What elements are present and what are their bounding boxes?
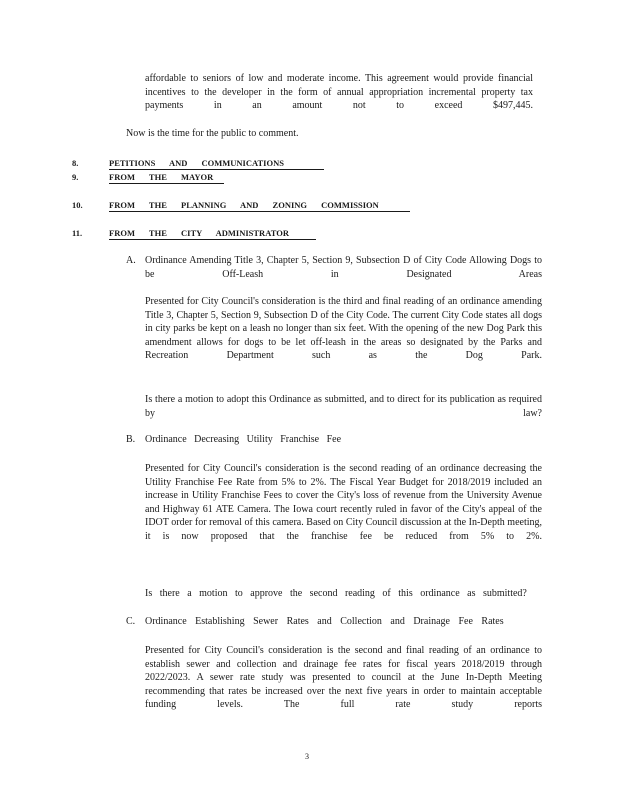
section-number: 11. [72, 228, 83, 238]
item-b-letter: B. [126, 434, 136, 445]
item-a-body: Presented for City Council's consideration is the third and final reading of an ordinance amending Title 3, Chapter 5, Section 9, Subsection D of the City Code. The current City Code states all dogs in city parks be kept on a leash no longer than six feet. With the opening of the new Dog Park this amendment allows for dogs to be let off-leash in the areas so designated by the Parks and Recreation Department such as the Dog Park. [145, 296, 542, 362]
section-label: FROM THE CITY ADMINISTRATOR [109, 228, 289, 238]
item-a-title: Ordinance Amending Title 3, Chapter 5, Section 9, Subsection D of City Code Allowing Dogs to be Off-Leash in Designated Areas [145, 255, 542, 280]
section-11-underline [109, 239, 316, 240]
section-label: FROM THE MAYOR [109, 172, 214, 182]
section-label: FROM THE PLANNING AND ZONING COMMISSION [109, 200, 379, 210]
section-9-underline [109, 183, 224, 184]
intro-paragraph: affordable to seniors of low and moderate income. This agreement would provide financial incentives to the developer in the form of annual appropriation incremental property tax payments in an amount not to exceed $497,445. [145, 73, 533, 112]
item-b-body: Presented for City Council's consideration is the second reading of an ordinance decreasing the Utility Franchise Fee Rate from 5% to 2%. The Fiscal Year Budget for 2018/2019 included an increase in Utility Franchise Fees to cover the City's loss of revenue from the University Avenue and Highway 61 ATE Camera. The Iowa court recently ruled in favor of the City's appeal of the IDOT order for removal of this camera. Based on City Council discussion at the In-Depth meeting, it is now proposed that the franchise fee be reduced from 5% to 2%. [145, 463, 542, 542]
item-c-body: Presented for City Council's consideration is the second and final reading of an ordinance to establish sewer and collection and drainage fee rates for fiscal years 2018/2019 through 2022/2023. A sewer rate study was presented to council at the June In-Depth Meeting recommending that rates be increased over the next five years in order to maintain acceptable funding levels. The full rate study reports [145, 645, 542, 711]
item-a-question: Is there a motion to adopt this Ordinance as submitted, and to direct for its publication as required by law? [145, 394, 542, 419]
item-a-letter: A. [126, 255, 136, 266]
item-b-title: Ordinance Decreasing Utility Franchise Fee [145, 434, 342, 445]
section-8-underline [109, 169, 324, 170]
public-comment-text: Now is the time for the public to comment. [126, 128, 299, 139]
section-number: 8. [72, 158, 79, 168]
section-number: 10. [72, 200, 83, 210]
item-b-question: Is there a motion to approve the second reading of this ordinance as submitted? [145, 588, 527, 599]
page-number: 3 [305, 752, 309, 761]
section-number: 9. [72, 172, 79, 182]
section-label: PETITIONS AND COMMUNICATIONS [109, 158, 284, 168]
item-c-title: Ordinance Establishing Sewer Rates and Collection and Drainage Fee Rates [145, 616, 504, 627]
section-10-underline [109, 211, 410, 212]
item-c-letter: C. [126, 616, 136, 627]
